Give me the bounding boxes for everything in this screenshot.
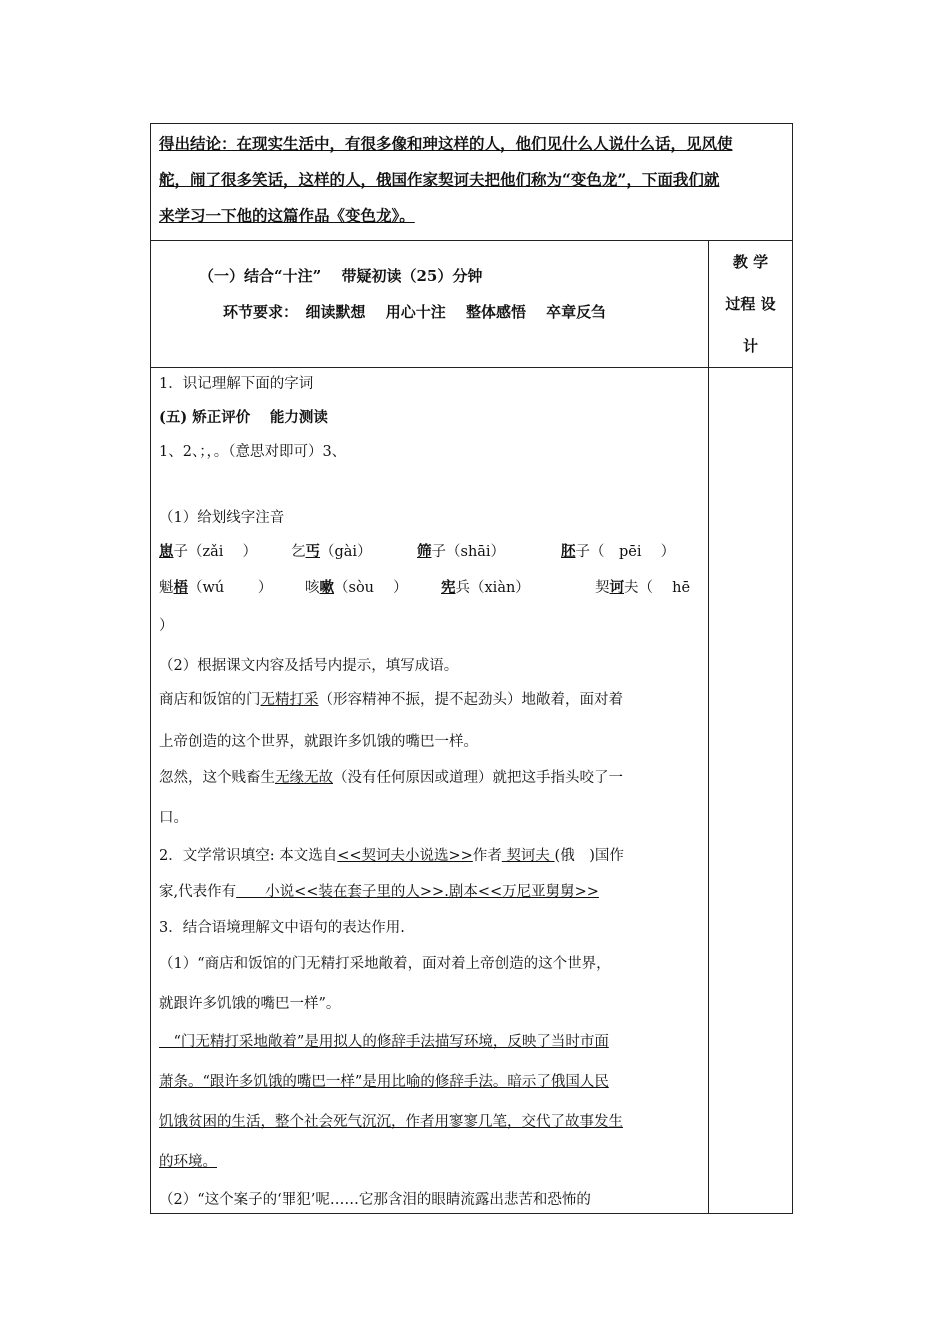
pinyin-text: 子（zǎi ） xyxy=(173,544,258,560)
item-1: 1．识记理解下面的字词 xyxy=(159,376,314,392)
author-name: 契诃夫 xyxy=(501,848,555,864)
answer-3-1-line-3: 饥饿贫困的生活，整个社会死气沉沉，作者用寥寥几笔，交代了故事发生 xyxy=(159,1114,623,1130)
plain-char: 魁 xyxy=(159,580,174,596)
question-3-2: （2）“这个案子的‘罪犯’呢……它那含泪的眼睛流露出悲苦和恐怖的 xyxy=(159,1192,591,1208)
answer-3-1-line-1: “门无精打采地敞着”是用拟人的修辞手法描写环境，反映了当时市面 xyxy=(159,1034,609,1050)
pinyin-text: （sòu ） xyxy=(334,580,408,596)
underlined-char: 丐 xyxy=(305,543,320,560)
text: （形容精神不振，提不起劲头）地敞着，面对着 xyxy=(318,692,623,708)
text: 作者 xyxy=(472,848,502,864)
plain-char: 咳 xyxy=(305,580,320,596)
underlined-char: 筛 xyxy=(417,543,432,560)
side-label-line-1: 教 学 xyxy=(732,253,769,271)
pinyin-zai xyxy=(159,540,257,561)
text: 2．文学常识填空: 本文选自 xyxy=(159,848,338,864)
item-2 xyxy=(159,844,624,865)
pinyin-gai xyxy=(291,540,372,561)
question-2: （2）根据课文内容及括号内提示，填写成语。 xyxy=(159,658,459,674)
question-1: （1）给划线字注音 xyxy=(159,510,285,526)
section-title: （一）结合“十注” 带疑初读（25）分钟 xyxy=(199,267,483,285)
idiom-sentence-1-cont: 上帝创造的这个世界，就跟许多饥饿的嘴巴一样。 xyxy=(159,734,478,750)
plain-char: 乞 xyxy=(291,544,306,560)
pinyin-he xyxy=(595,576,690,597)
pinyin-shai xyxy=(417,540,505,561)
closing-paren: ） xyxy=(159,618,174,634)
lesson-body-cell xyxy=(151,368,709,1214)
pinyin-text: 兵（xiàn） xyxy=(455,580,530,596)
conclusion-line-2: 舵，闹了很多笑话，这样的人，俄国作家契诃夫把他们称为“变色龙”，下面我们就 xyxy=(159,170,720,189)
section-header-cell xyxy=(151,241,709,368)
text: 家,代表作有 xyxy=(159,884,237,900)
idiom-answer: 无精打采 xyxy=(260,692,319,708)
underlined-char: 诃 xyxy=(609,579,624,596)
item-3: 3．结合语境理解文中语句的表达作用. xyxy=(159,920,405,936)
pinyin-pei xyxy=(561,540,675,561)
question-3-1: （1）“商店和饭馆的门无精打采地敞着，面对着上帝创造的这个世界， xyxy=(159,956,611,972)
answer-line: 1、2、；，。（意思对即可）3、 xyxy=(159,444,347,460)
side-blank-cell xyxy=(709,368,793,1214)
pinyin-xian xyxy=(441,576,530,597)
text: 商店和饭馆的门 xyxy=(159,692,261,708)
conclusion-line-3: 来学习一下他的这篇作品《变色龙》。 xyxy=(159,206,415,225)
pinyin-text: 子（ pēi ） xyxy=(575,544,676,560)
side-label-line-2: 过程 设 xyxy=(725,295,776,313)
pinyin-text: 子（shāi） xyxy=(431,544,506,560)
conclusion-cell xyxy=(151,124,793,241)
book-title: <<契诃夫小说选>> xyxy=(337,848,473,864)
section-five-title: (五) 矫正评价 能力测读 xyxy=(159,409,328,426)
text: （没有任何原因或道理）就把这手指头咬了一 xyxy=(333,770,623,786)
underlined-char: 崽 xyxy=(159,543,174,560)
idiom-sentence-1 xyxy=(159,688,623,709)
answer-3-1-line-4: 的环境。 xyxy=(159,1154,217,1170)
pinyin-text: 夫（ hē xyxy=(624,580,691,596)
document-page xyxy=(150,123,792,1214)
representative-works: 小说<<装在套子里的人>>.剧本<<万尼亚舅舅>> xyxy=(236,884,599,900)
side-label-line-3: 计 xyxy=(743,337,759,355)
idiom-sentence-2 xyxy=(159,766,623,787)
underlined-char: 胚 xyxy=(561,543,576,560)
idiom-answer: 无缘无故 xyxy=(275,770,333,786)
side-label-cell xyxy=(709,241,793,368)
underlined-char: 梧 xyxy=(173,579,188,596)
underlined-char: 嗽 xyxy=(319,579,334,596)
pinyin-text: （wú ） xyxy=(188,580,273,596)
pinyin-text: （gài） xyxy=(320,544,372,560)
idiom-sentence-2-cont: 口。 xyxy=(159,810,188,826)
question-3-1-cont: 就跟许多饥饿的嘴巴一样”。 xyxy=(159,996,341,1012)
pinyin-sou xyxy=(305,576,408,597)
plain-char: 契 xyxy=(595,580,610,596)
item-2-cont xyxy=(159,880,599,901)
lesson-table xyxy=(150,123,793,1214)
conclusion-line-1: 得出结论：在现实生活中，有很多像和珅这样的人，他们见什么人说什么话，见风使 xyxy=(159,134,733,153)
text: 忽然，这个贱畜生 xyxy=(159,770,275,786)
answer-3-1-line-2: 萧条。“跟许多饥饿的嘴巴一样”是用比喻的修辞手法。暗示了俄国人民 xyxy=(159,1074,609,1090)
underlined-char: 宪 xyxy=(441,579,456,596)
pinyin-wu xyxy=(159,576,272,597)
section-requirement: 环节要求： 细读默想 用心十注 整体感悟 卒章反刍 xyxy=(223,303,607,321)
text: (俄 )国作 xyxy=(554,848,624,864)
